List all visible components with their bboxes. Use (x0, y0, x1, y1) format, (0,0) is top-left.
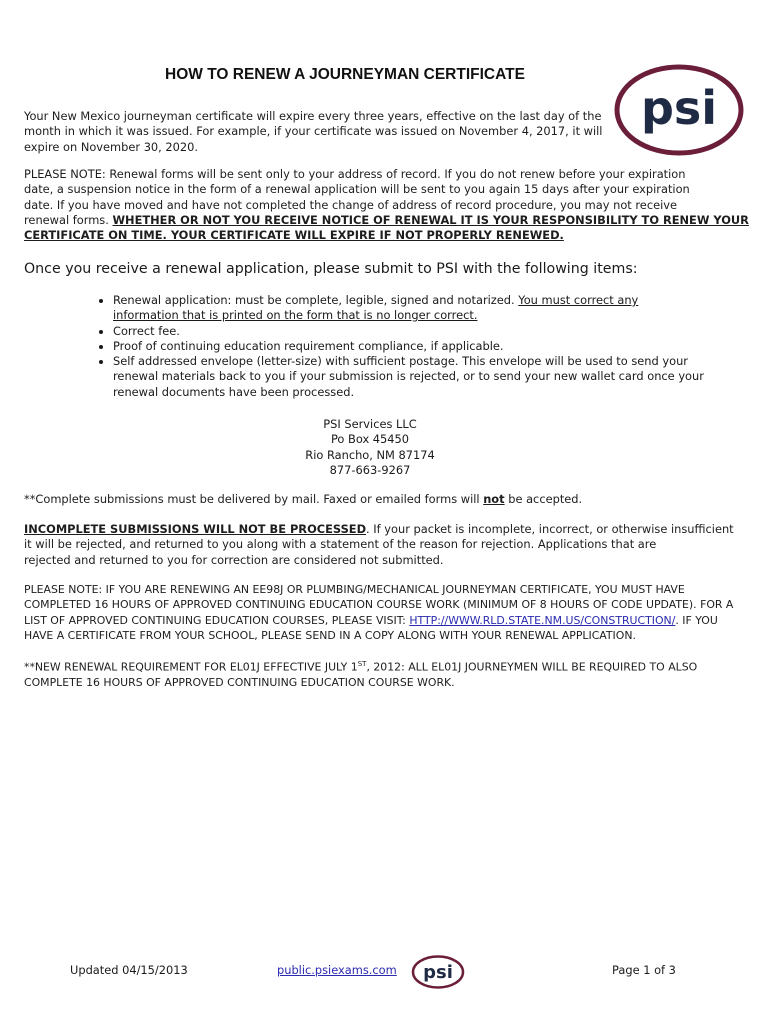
svg-text:psi: psi (423, 962, 453, 983)
responsibility-warning: WHETHER OR NOT YOU RECEIVE NOTICE OF RENEWAL IT IS YOUR RESPONSIBILITY TO RENEW YOUR (112, 212, 749, 227)
svg-text:psi: psi (640, 81, 718, 135)
continuing-education-note: PLEASE NOTE: IF YOU ARE RENEWING AN EE98J OR PLUMBING/MECHANICAL JOURNEYMAN CERTIFICATE, YOU MUST HAVE COMPLETED 16 HOURS OF APPROVED CONTINUING EDUCATION COURSE WORK (MINIMUM OF 8 HOURS OF CODE UPDATE). FOR A LIST OF APPROVED CONTINUING EDUCATION COURSES, PLEASE VISIT: HTTP://WWW.RLD.STATE.NM.US/CONSTRUCTION/. IF YOU HAVE A CERTIFICATE FROM YOUR SCHOOL, PLEASE SEND IN A COPY ALONG WITH YOUR RENEWAL APPLICATION. (24, 583, 734, 642)
psi-logo (612, 62, 746, 158)
list-item: • Self addressed envelope (letter-size) with sufficient postage. This envelope will be used to send your renewal materials back to you if your submission is rejected, or to send your new wallet card once your renewal documents have been processed. (113, 354, 733, 400)
psi-logo-small (410, 954, 466, 990)
construction-website-link[interactable]: HTTP://WWW.RLD.STATE.NM.US/CONSTRUCTION/ (409, 613, 676, 627)
page-title: HOW TO RENEW A JOURNEYMAN CERTIFICATE (165, 66, 525, 83)
page-number: Page 1 of 3 (612, 963, 676, 977)
items-heading: Once you receive a renewal application, please submit to PSI with the following items: (24, 261, 638, 277)
expiry-warning: CERTIFICATE ON TIME. YOUR CERTIFICATE WILL EXPIRE IF NOT PROPERLY RENEWED. (24, 228, 564, 243)
psiexams-link[interactable]: public.psiexams.com (277, 963, 397, 977)
required-items-list (90, 293, 733, 400)
list-item: • Correct fee. (113, 324, 733, 339)
mail-delivery-note: **Complete submissions must be delivered by mail. Faxed or emailed forms will not be accepted. (24, 492, 583, 506)
list-item: • Renewal application: must be complete, legible, signed and notarized. You must correct any information that is printed on the form that is no longer correct. (113, 293, 733, 324)
updated-date: Updated 04/15/2013 (70, 963, 188, 977)
incomplete-submissions-paragraph: INCOMPLETE SUBMISSIONS WILL NOT BE PROCESSED. If your packet is incomplete, incorrect, or otherwise insufficient it will be rejected, and returned to you along with a statement of the reason for rejection. Applications that are rejected and returned to you for correction are considered not submitted. (24, 522, 734, 567)
mailing-address: PSI Services LLC Po Box 45450 Rio Rancho, NM 87174 877-663-9267 (305, 417, 435, 477)
renewal-notice-paragraph: PLEASE NOTE: Renewal forms will be sent only to your address of record. If you do not renew before your expiration date, a suspension notice in the form of a renewal application will be sent to you again 15 days after your expiration date. If you have moved and have not completed the change of address of record procedure, you may not receive renewal forms. WHETHER OR NOT YOU RECEIVE NOTICE OF RENEWAL IT IS YOUR RESPONSIBILITY TO RENEW YOUR CERTIFICATE ON TIME. YOUR CERTIFICATE WILL EXPIRE IF NOT PROPERLY RENEWED. (24, 167, 749, 243)
list-item: • Proof of continuing education requirement compliance, if applicable. (113, 339, 733, 354)
el01j-requirement-note: **NEW RENEWAL REQUIREMENT FOR EL01J EFFECTIVE JULY 1ST, 2012: ALL EL01J JOURNEYMEN WILL BE REQUIRED TO ALSO COMPLETE 16 HOURS OF APPROVED CONTINUING EDUCATION COURSE WORK. (24, 660, 698, 689)
intro-paragraph: Your New Mexico journeyman certificate will expire every three years, effective on the last day of the month in which it was issued. For example, if your certificate was issued on November 4, 2017, it will expire on November 30, 2020. (24, 109, 603, 154)
